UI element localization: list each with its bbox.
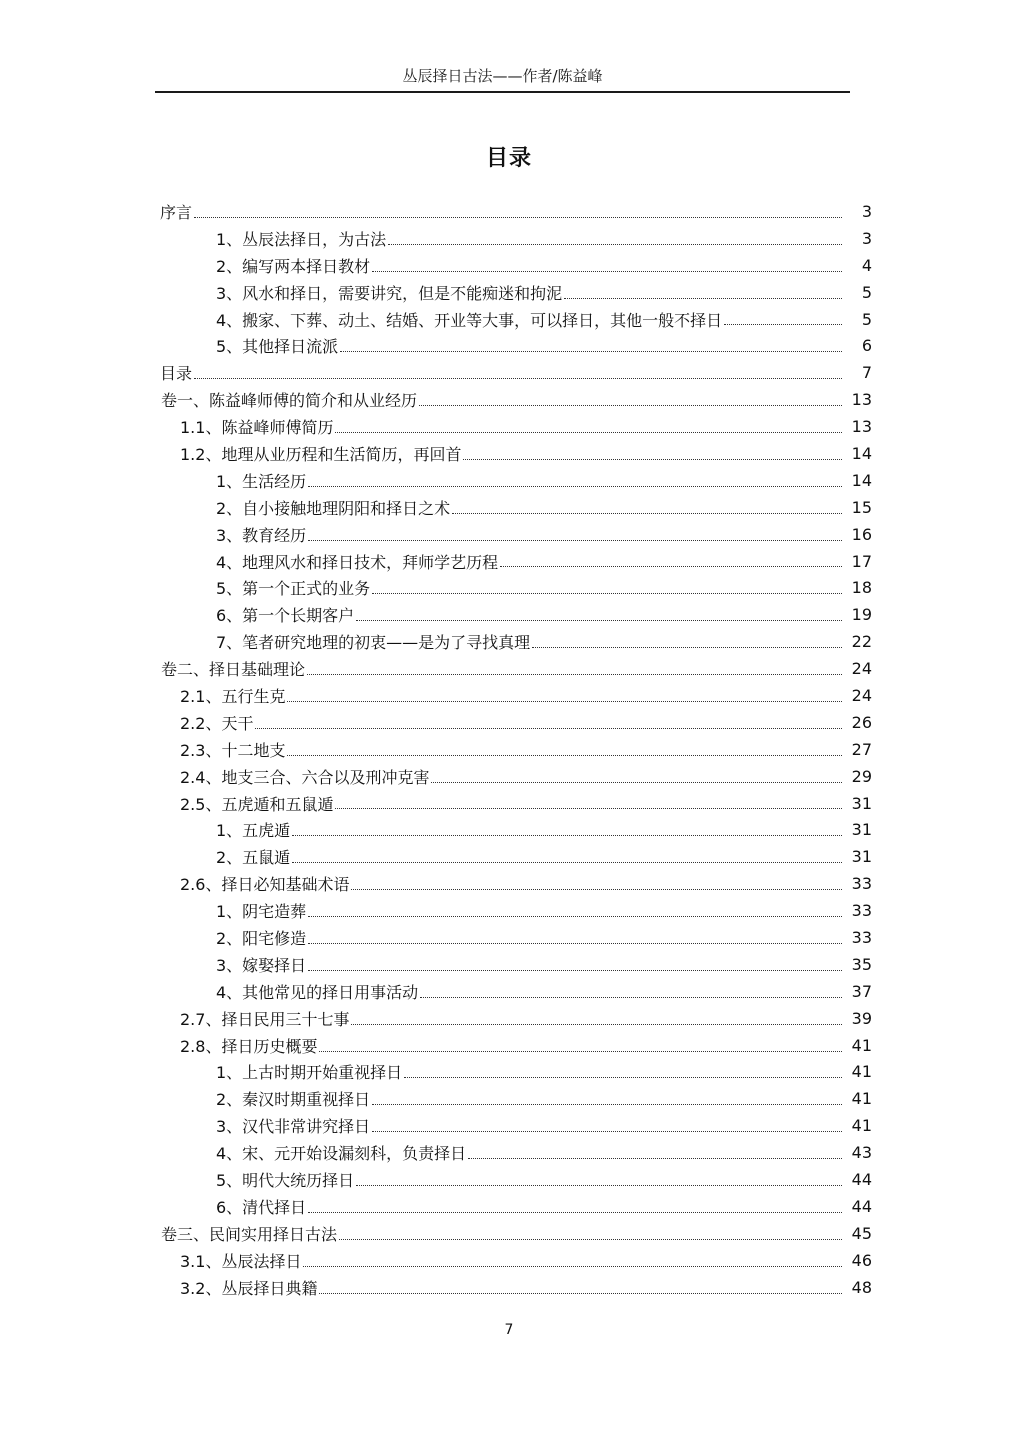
- toc-entry[interactable]: [0, 1166, 1018, 1193]
- dot-leader: [356, 610, 842, 621]
- toc-entry[interactable]: [0, 951, 1018, 978]
- dot-leader: [308, 1202, 842, 1213]
- dot-leader: [724, 314, 842, 325]
- toc-entry-label: 2、编写两本择日教材: [216, 256, 371, 276]
- toc-entry-page: 44: [851, 1196, 872, 1216]
- dot-leader: [307, 664, 842, 675]
- toc-entry-label: 1、五虎遁: [216, 821, 291, 841]
- toc-entry[interactable]: [0, 1193, 1018, 1220]
- toc-entry-page: 24: [851, 659, 872, 679]
- toc-entry-label: 1、上古时期开始重视择日: [216, 1063, 403, 1083]
- toc-entry[interactable]: [0, 924, 1018, 951]
- toc-entry[interactable]: [0, 1247, 1018, 1274]
- dot-leader: [372, 1121, 842, 1132]
- toc-title: 目录: [485, 146, 532, 171]
- toc-entry-page: 13: [851, 390, 872, 410]
- dot-leader: [319, 1041, 842, 1052]
- toc-entry-page: 26: [851, 712, 872, 732]
- page-number: 7: [504, 1322, 514, 1338]
- toc-entry-label: 1、丛辰法择日，为古法: [216, 229, 387, 249]
- dot-leader: [404, 1067, 842, 1078]
- toc-entry[interactable]: [0, 225, 1018, 252]
- toc-entry-label: 5、明代大统历择日: [216, 1171, 355, 1190]
- dot-leader: [255, 718, 842, 729]
- toc-entry-page: 4: [861, 255, 872, 275]
- dot-leader: [420, 987, 842, 998]
- toc-entry-page: 24: [851, 685, 872, 705]
- toc-entry-label: 卷一、陈益峰师傅的简介和从业经历: [161, 391, 418, 411]
- dot-leader: [564, 288, 842, 299]
- toc-entry-page: 45: [851, 1223, 872, 1243]
- toc-entry-label: 2、五鼠遁: [216, 848, 291, 868]
- header-rule: [155, 91, 850, 93]
- toc-entry-label: 卷二、择日基础理论: [161, 660, 306, 680]
- dot-leader: [452, 503, 842, 514]
- dot-leader: [194, 207, 842, 218]
- toc-entry-label: 5、其他择日流派: [216, 337, 339, 357]
- toc-entry[interactable]: [0, 386, 1018, 413]
- toc-entry-page: 37: [851, 981, 872, 1001]
- toc-entry[interactable]: [0, 870, 1018, 897]
- toc-entry[interactable]: [0, 790, 1018, 817]
- toc-entry-label: 1、生活经历: [216, 471, 307, 491]
- toc-entry-page: 19: [851, 605, 872, 625]
- toc-entry[interactable]: [0, 467, 1018, 494]
- toc-entry-page: 14: [851, 443, 872, 463]
- toc-entry-page: 7: [861, 363, 872, 383]
- dot-leader: [388, 234, 842, 245]
- dot-leader: [308, 906, 842, 917]
- toc-entry[interactable]: [0, 978, 1018, 1005]
- toc-entry[interactable]: [0, 440, 1018, 467]
- toc-entry-page: 27: [851, 739, 872, 759]
- toc-entry[interactable]: [0, 332, 1018, 359]
- dot-leader: [468, 1148, 842, 1159]
- toc-entry[interactable]: [0, 521, 1018, 548]
- toc-entry[interactable]: [0, 897, 1018, 924]
- toc-entry[interactable]: [0, 709, 1018, 736]
- toc-entry-page: 16: [851, 524, 872, 544]
- toc-entry[interactable]: [0, 494, 1018, 521]
- toc-entry-label: 4、搬家、下葬、动土、结婚、开业等大事，可以择日，其他一般不择日: [216, 310, 723, 330]
- toc-entry[interactable]: [0, 843, 1018, 870]
- toc-entry-page: 31: [851, 820, 872, 840]
- toc-entry[interactable]: [0, 359, 1018, 386]
- toc-entry[interactable]: [0, 655, 1018, 682]
- toc-entry-page: 39: [851, 1008, 872, 1028]
- toc-entry-label: 2、自小接触地理阴阳和择日之术: [216, 498, 451, 518]
- toc-entry[interactable]: [0, 1085, 1018, 1112]
- toc-entry-page: 46: [851, 1250, 872, 1270]
- toc-entry-label: 4、宋、元开始设漏刻科，负责择日: [216, 1144, 467, 1164]
- toc-entry-label: 1.2、地理从业历程和生活简历，再回首: [180, 444, 462, 464]
- toc-entry-page: 6: [861, 336, 872, 356]
- toc-entry-label: 2.1、五行生克: [180, 686, 286, 706]
- toc-entry[interactable]: [0, 736, 1018, 763]
- toc-entry[interactable]: [0, 1220, 1018, 1247]
- toc-entry-page: 17: [851, 551, 872, 571]
- dot-leader: [372, 583, 842, 594]
- dot-leader: [431, 772, 842, 783]
- dot-leader: [419, 395, 842, 406]
- toc-entry-page: 44: [851, 1170, 872, 1189]
- toc-entry[interactable]: [0, 816, 1018, 843]
- toc-entry-label: 2、阳宅修造: [216, 928, 307, 948]
- toc-entry-page: 33: [851, 874, 872, 894]
- dot-leader: [532, 637, 842, 648]
- dot-leader: [351, 879, 842, 890]
- toc-entry-page: 3: [861, 228, 872, 248]
- toc-entry-page: 41: [851, 1035, 872, 1055]
- dot-leader: [463, 449, 842, 460]
- toc-entry-label: 2.3、十二地支: [180, 740, 286, 760]
- toc-entry[interactable]: [0, 628, 1018, 655]
- toc-entry[interactable]: [0, 601, 1018, 628]
- toc-entry-page: 15: [851, 497, 872, 517]
- toc-entry-label: 5、第一个正式的业务: [216, 579, 371, 599]
- toc-entry-page: 29: [851, 766, 872, 786]
- toc-entry-page: 18: [851, 578, 872, 598]
- toc-entry-page: 3: [861, 201, 872, 221]
- toc-entry[interactable]: [0, 198, 1018, 225]
- toc-entry[interactable]: [0, 413, 1018, 440]
- toc-entry[interactable]: [0, 1005, 1018, 1032]
- dot-leader: [303, 1256, 842, 1267]
- dot-leader: [340, 341, 842, 352]
- toc-entry-label: 卷三、民间实用择日古法: [161, 1224, 338, 1244]
- toc-entry-page: 13: [851, 417, 872, 437]
- toc-entry[interactable]: [0, 1139, 1018, 1166]
- toc-entry[interactable]: [0, 1059, 1018, 1086]
- toc-entry-label: 序言: [160, 202, 193, 222]
- toc-entry-label: 2.4、地支三合、六合以及刑冲克害: [180, 767, 430, 787]
- toc-entry[interactable]: [0, 548, 1018, 575]
- toc-entry-label: 3.1、丛辰法择日: [180, 1251, 302, 1271]
- dot-leader: [308, 476, 842, 487]
- dot-leader: [308, 530, 842, 541]
- dot-leader: [287, 691, 842, 702]
- toc-entry-page: 33: [851, 927, 872, 947]
- dot-leader: [339, 1229, 842, 1240]
- toc-entry-label: 6、清代择日: [216, 1197, 307, 1217]
- dot-leader: [372, 261, 842, 272]
- dot-leader: [500, 556, 842, 567]
- toc-entry-label: 4、地理风水和择日技术，拜师学艺历程: [216, 552, 499, 572]
- toc-entry-page: 31: [851, 793, 872, 813]
- toc-entry-label: 7、笔者研究地理的初衷——是为了寻找真理: [216, 633, 531, 653]
- toc-entry-page: 43: [851, 1143, 872, 1163]
- toc-entry[interactable]: [0, 1112, 1018, 1139]
- toc-entry-page: 41: [851, 1062, 872, 1082]
- toc-entry-page: 5: [861, 309, 872, 329]
- toc-entry-label: 2.8、择日历史概要: [180, 1036, 318, 1056]
- toc-entry-page: 31: [851, 847, 872, 867]
- dot-leader: [194, 368, 842, 379]
- toc-entry-label: 2.2、天干: [180, 713, 254, 733]
- toc-entry-label: 6、第一个长期客户: [216, 606, 355, 626]
- toc-list: [0, 198, 1018, 1301]
- toc-entry-page: 22: [851, 632, 872, 652]
- toc-entry[interactable]: [0, 279, 1018, 306]
- toc-entry-label: 目录: [160, 364, 193, 384]
- dot-leader: [308, 960, 842, 971]
- toc-entry[interactable]: [0, 682, 1018, 709]
- toc-entry-label: 2、秦汉时期重视择日: [216, 1090, 371, 1110]
- toc-entry-label: 4、其他常见的择日用事活动: [216, 982, 419, 1002]
- dot-leader: [287, 745, 842, 756]
- toc-entry-label: 3、汉代非常讲究择日: [216, 1117, 371, 1137]
- toc-entry-label: 2.7、择日民用三十七事: [180, 1009, 350, 1029]
- toc-entry-label: 3、嫁娶择日: [216, 955, 307, 975]
- toc-entry-page: 33: [851, 901, 872, 921]
- dot-leader: [292, 825, 842, 836]
- toc-entry[interactable]: [0, 1274, 1018, 1301]
- toc-entry-page: 41: [851, 1089, 872, 1109]
- toc-entry-page: 48: [851, 1277, 872, 1297]
- toc-entry[interactable]: [0, 574, 1018, 601]
- dot-leader: [292, 852, 842, 863]
- toc-entry-page: 14: [851, 470, 872, 490]
- toc-entry[interactable]: [0, 306, 1018, 333]
- toc-entry-page: 35: [851, 954, 872, 974]
- toc-entry-label: 1、阴宅造葬: [216, 902, 307, 922]
- running-header: 丛辰择日古法——作者/陈益峰: [402, 67, 603, 85]
- toc-entry-label: 2.5、五虎遁和五鼠遁: [180, 794, 334, 814]
- toc-entry-label: 3、风水和择日，需要讲究，但是不能痴迷和拘泥: [216, 283, 563, 303]
- toc-entry-page: 41: [851, 1116, 872, 1136]
- dot-leader: [308, 933, 842, 944]
- toc-entry[interactable]: [0, 1032, 1018, 1059]
- toc-entry-page: 5: [861, 282, 872, 302]
- toc-entry[interactable]: [0, 763, 1018, 790]
- dot-leader: [372, 1094, 842, 1105]
- dot-leader: [319, 1283, 842, 1294]
- dot-leader: [356, 1175, 842, 1186]
- toc-entry-label: 3.2、丛辰择日典籍: [180, 1278, 318, 1298]
- toc-entry-label: 3、教育经历: [216, 525, 307, 545]
- dot-leader: [335, 798, 842, 809]
- toc-entry[interactable]: [0, 252, 1018, 279]
- toc-entry-label: 1.1、陈益峰师傅简历: [180, 418, 334, 438]
- toc-entry-label: 2.6、择日必知基础术语: [180, 875, 350, 895]
- dot-leader: [335, 422, 842, 433]
- dot-leader: [351, 1014, 842, 1025]
